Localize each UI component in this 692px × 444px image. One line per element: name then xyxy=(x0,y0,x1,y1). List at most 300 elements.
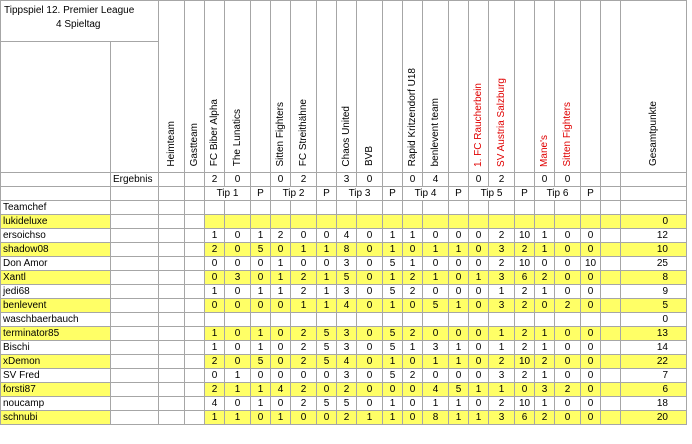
tip-value xyxy=(403,201,423,215)
tip-value: 0 xyxy=(225,229,251,243)
tip-value: 0 xyxy=(291,229,317,243)
tip-value: 0 xyxy=(357,243,383,257)
tip-value: 5 xyxy=(383,285,403,299)
player-name: noucamp xyxy=(1,397,111,411)
ergebnis-away-goals: 2 xyxy=(489,173,515,187)
tip-value: 1 xyxy=(535,369,555,383)
player-gast xyxy=(185,215,205,229)
player-row xyxy=(1,299,687,313)
tip-value: 5 xyxy=(251,243,271,257)
tip-value: 1 xyxy=(535,341,555,355)
tip-value: 1 xyxy=(403,229,423,243)
tip-value: 0 xyxy=(555,257,581,271)
tip-value xyxy=(489,201,515,215)
tip-value: 5 xyxy=(251,355,271,369)
game-1-away-header-label: The Lunatics xyxy=(232,109,243,167)
tip-value: 4 xyxy=(271,383,291,397)
player-heim xyxy=(159,201,185,215)
tip-value: 2 xyxy=(205,355,225,369)
tip-value: 1 xyxy=(251,383,271,397)
player-blank xyxy=(111,313,159,327)
tip-value: 2 xyxy=(515,299,535,313)
p-5-label: P xyxy=(515,187,535,201)
tip-value: 0 xyxy=(251,369,271,383)
player-gast xyxy=(185,299,205,313)
game-5-home-header-wrap xyxy=(469,3,488,171)
player-heim xyxy=(159,369,185,383)
tip-value: 1 xyxy=(317,271,337,285)
tip-value xyxy=(251,215,271,229)
title-divider xyxy=(1,41,159,42)
tip-value xyxy=(535,215,555,229)
tip-value: 1 xyxy=(383,271,403,285)
game-3-home-header-wrap xyxy=(337,3,356,171)
tip-value: 1 xyxy=(251,285,271,299)
tip-value xyxy=(515,201,535,215)
player-spacer xyxy=(601,313,621,327)
tip-value: 0 xyxy=(225,257,251,271)
tip-gast xyxy=(185,187,205,201)
player-blank xyxy=(111,383,159,397)
tip-value: 0 xyxy=(357,369,383,383)
tip-value xyxy=(581,215,601,229)
tip-value: 1 xyxy=(251,327,271,341)
tip-6-label: Tip 6 xyxy=(535,187,581,201)
tip-value: 1 xyxy=(489,383,515,397)
tip-value: 2 xyxy=(515,327,535,341)
tip-value: 2 xyxy=(291,397,317,411)
player-gast xyxy=(185,355,205,369)
tip-value: 0 xyxy=(205,257,225,271)
ergebnis-total xyxy=(621,173,687,187)
player-row xyxy=(1,411,687,425)
game-2-p-header xyxy=(317,1,337,173)
tip-value: 0 xyxy=(555,229,581,243)
tip-value: 1 xyxy=(383,229,403,243)
tip-value: 0 xyxy=(271,243,291,257)
player-gast xyxy=(185,257,205,271)
game-6-away-header xyxy=(555,1,581,173)
ergebnis-spacer xyxy=(601,173,621,187)
tip-value: 3 xyxy=(489,243,515,257)
p-3-label: P xyxy=(383,187,403,201)
game-1-p-header xyxy=(251,1,271,173)
game-6-away-header-label: Sitten Fighters xyxy=(562,102,573,167)
player-total: 20 xyxy=(621,411,687,425)
tip-value xyxy=(337,215,357,229)
tip-value: 1 xyxy=(423,355,449,369)
tip-value xyxy=(225,215,251,229)
game-2-away-header-wrap xyxy=(291,3,316,171)
tip-value: 0 xyxy=(469,397,489,411)
tip-value: 0 xyxy=(555,355,581,369)
player-name: terminator85 xyxy=(1,327,111,341)
game-5-p-header xyxy=(515,1,535,173)
tip-value: 4 xyxy=(423,383,449,397)
heimteam-header-wrap xyxy=(159,3,184,171)
tip-value xyxy=(403,313,423,327)
game-5-home-header-label: 1. FC Raucherbein xyxy=(473,82,484,167)
tip-value: 1 xyxy=(449,299,469,313)
tip-value: 2 xyxy=(403,327,423,341)
tip-value: 0 xyxy=(423,229,449,243)
tip-value: 0 xyxy=(403,243,423,257)
player-blank xyxy=(111,341,159,355)
tip-value: 0 xyxy=(581,341,601,355)
player-heim xyxy=(159,243,185,257)
player-name: jedi68 xyxy=(1,285,111,299)
tip-value: 3 xyxy=(337,369,357,383)
tip-value: 0 xyxy=(271,327,291,341)
tip-value: 2 xyxy=(535,271,555,285)
tip-value: 0 xyxy=(225,397,251,411)
tip-value: 2 xyxy=(555,383,581,397)
player-row xyxy=(1,397,687,411)
ergebnis-label: Ergebnis xyxy=(111,173,159,187)
tip-value: 2 xyxy=(515,243,535,257)
tip-value: 1 xyxy=(225,369,251,383)
player-gast xyxy=(185,243,205,257)
tip-value: 0 xyxy=(469,299,489,313)
tip-value: 1 xyxy=(251,397,271,411)
tip-value: 0 xyxy=(581,243,601,257)
tip-value: 0 xyxy=(383,383,403,397)
gesamtpunkte-header xyxy=(621,1,687,173)
player-total: 6 xyxy=(621,383,687,397)
tip-value: 0 xyxy=(449,285,469,299)
game-4-home-header xyxy=(403,1,423,173)
tip-value: 0 xyxy=(449,257,469,271)
tip-value: 1 xyxy=(317,285,337,299)
spacer-header xyxy=(601,1,621,173)
tip-value: 0 xyxy=(317,411,337,425)
tip-value: 0 xyxy=(357,383,383,397)
tip-value: 1 xyxy=(469,271,489,285)
player-blank xyxy=(111,397,159,411)
tip-value: 0 xyxy=(225,355,251,369)
player-total: 0 xyxy=(621,313,687,327)
tip-value: 0 xyxy=(403,397,423,411)
player-blank xyxy=(111,215,159,229)
player-heim xyxy=(159,341,185,355)
tip-value: 4 xyxy=(337,299,357,313)
tip-value xyxy=(469,215,489,229)
tip-value: 5 xyxy=(383,327,403,341)
tip-value: 1 xyxy=(271,257,291,271)
game-5-away-header xyxy=(489,1,515,173)
tip-value: 2 xyxy=(489,257,515,271)
tip-value: 0 xyxy=(271,397,291,411)
tip-value: 3 xyxy=(337,327,357,341)
player-blank xyxy=(111,411,159,425)
tip-value: 0 xyxy=(403,383,423,397)
player-heim xyxy=(159,397,185,411)
tip-value: 0 xyxy=(317,383,337,397)
gastteam-header xyxy=(185,1,205,173)
tip-value: 1 xyxy=(383,411,403,425)
player-total: 8 xyxy=(621,271,687,285)
tip-value: 0 xyxy=(251,411,271,425)
tip-value: 1 xyxy=(449,355,469,369)
tip-value: 0 xyxy=(449,327,469,341)
tip-value: 2 xyxy=(489,355,515,369)
tip-value xyxy=(449,201,469,215)
player-gast xyxy=(185,397,205,411)
player-total: 9 xyxy=(621,285,687,299)
player-gast xyxy=(185,285,205,299)
player-heim xyxy=(159,383,185,397)
tip-value: 0 xyxy=(535,299,555,313)
tip-value: 5 xyxy=(423,299,449,313)
tip-value: 0 xyxy=(469,243,489,257)
tip-value: 1 xyxy=(271,271,291,285)
tip-value: 0 xyxy=(423,285,449,299)
tip-value: 0 xyxy=(357,355,383,369)
player-row xyxy=(1,215,687,229)
ergebnis-p xyxy=(317,173,337,187)
tip-value: 2 xyxy=(291,327,317,341)
tip-value: 0 xyxy=(205,369,225,383)
player-heim xyxy=(159,313,185,327)
tip-value: 1 xyxy=(271,285,291,299)
tip-value xyxy=(291,201,317,215)
ergebnis-p xyxy=(251,173,271,187)
tip-value: 2 xyxy=(205,383,225,397)
player-spacer xyxy=(601,257,621,271)
player-blank xyxy=(111,271,159,285)
player-row xyxy=(1,285,687,299)
tip-value: 1 xyxy=(489,285,515,299)
tip-value: 2 xyxy=(291,271,317,285)
game-2-home-header xyxy=(271,1,291,173)
game-6-home-header-label: Mane's xyxy=(539,134,550,167)
tip-value xyxy=(423,201,449,215)
tip-value: 5 xyxy=(337,397,357,411)
player-spacer xyxy=(601,271,621,285)
tip-value: 3 xyxy=(337,341,357,355)
game-1-home-header-wrap xyxy=(205,3,224,171)
player-spacer xyxy=(601,215,621,229)
tip-value: 3 xyxy=(423,341,449,355)
player-heim xyxy=(159,327,185,341)
tip-value: 2 xyxy=(535,411,555,425)
tip-value: 2 xyxy=(403,369,423,383)
tip-value: 0 xyxy=(205,271,225,285)
tip-value: 1 xyxy=(403,341,423,355)
tip-spacer xyxy=(601,187,621,201)
tip-value xyxy=(357,201,383,215)
player-blank xyxy=(111,327,159,341)
ergebnis-home-goals: 2 xyxy=(205,173,225,187)
tip-value: 0 xyxy=(469,229,489,243)
player-row xyxy=(1,369,687,383)
tip-value: 1 xyxy=(423,397,449,411)
tip-value xyxy=(205,201,225,215)
tip-value: 0 xyxy=(581,229,601,243)
player-row xyxy=(1,341,687,355)
tip-value xyxy=(271,313,291,327)
tip-value: 10 xyxy=(515,257,535,271)
tip-value: 0 xyxy=(357,299,383,313)
tip-value: 1 xyxy=(383,355,403,369)
ergebnis-away-goals: 4 xyxy=(423,173,449,187)
tip-value: 1 xyxy=(535,327,555,341)
title-line-1: Tippspiel 12. Premier League xyxy=(4,5,135,16)
p-4-label: P xyxy=(449,187,469,201)
player-spacer xyxy=(601,355,621,369)
tip-value: 0 xyxy=(403,355,423,369)
tip-value: 10 xyxy=(581,257,601,271)
tip-value: 0 xyxy=(581,299,601,313)
tip-heim xyxy=(159,187,185,201)
player-name: forsti87 xyxy=(1,383,111,397)
tip-value xyxy=(449,215,469,229)
player-name: ersoichso xyxy=(1,229,111,243)
tip-value: 1 xyxy=(205,229,225,243)
tip-value xyxy=(205,313,225,327)
tip-value: 4 xyxy=(205,397,225,411)
tip-value: 0 xyxy=(291,369,317,383)
tip-value: 2 xyxy=(489,397,515,411)
tip-value: 3 xyxy=(489,369,515,383)
player-heim xyxy=(159,299,185,313)
tip-value xyxy=(515,215,535,229)
game-5-away-header-wrap xyxy=(489,3,514,171)
player-row xyxy=(1,383,687,397)
tip-value: 1 xyxy=(383,299,403,313)
p-2-label: P xyxy=(317,187,337,201)
tip-value: 2 xyxy=(291,341,317,355)
tip-value: 0 xyxy=(515,383,535,397)
tip-value xyxy=(383,215,403,229)
tip-value: 1 xyxy=(205,327,225,341)
player-row xyxy=(1,243,687,257)
tip-value: 0 xyxy=(555,243,581,257)
tip-value: 0 xyxy=(581,355,601,369)
tip-value: 1 xyxy=(317,243,337,257)
player-name: Bischi xyxy=(1,341,111,355)
player-name: schnubi xyxy=(1,411,111,425)
tip-value: 1 xyxy=(225,383,251,397)
ergebnis-away-goals: 2 xyxy=(291,173,317,187)
tip-value xyxy=(317,215,337,229)
tip-value: 5 xyxy=(383,341,403,355)
tip-value: 5 xyxy=(449,383,469,397)
tip-total xyxy=(621,187,687,201)
empty-name xyxy=(1,173,111,187)
tip-4-label: Tip 4 xyxy=(403,187,449,201)
tip-value: 2 xyxy=(403,271,423,285)
tip-value: 2 xyxy=(535,355,555,369)
tip-value: 0 xyxy=(357,285,383,299)
ergebnis-p xyxy=(449,173,469,187)
tip-value: 1 xyxy=(383,397,403,411)
tip-3-label: Tip 3 xyxy=(337,187,383,201)
heimteam-header-label: Heimteam xyxy=(166,120,177,167)
game-6-p-header xyxy=(581,1,601,173)
tip-value xyxy=(251,201,271,215)
player-gast xyxy=(185,271,205,285)
tip-value: 0 xyxy=(271,355,291,369)
title-line-2: 4 Spieltag xyxy=(56,19,101,30)
player-blank xyxy=(111,243,159,257)
game-4-home-header-wrap xyxy=(403,3,422,171)
tip-value xyxy=(383,201,403,215)
tip-value: 0 xyxy=(291,411,317,425)
tip-value xyxy=(271,215,291,229)
tip-value: 0 xyxy=(469,257,489,271)
tip-value xyxy=(449,313,469,327)
tip-value: 1 xyxy=(251,229,271,243)
tip-value xyxy=(271,201,291,215)
tip-value: 2 xyxy=(291,355,317,369)
player-blank xyxy=(111,299,159,313)
p-1-label: P xyxy=(251,187,271,201)
tip-value xyxy=(337,201,357,215)
player-heim xyxy=(159,271,185,285)
player-blank xyxy=(111,201,159,215)
tip-value: 0 xyxy=(271,341,291,355)
tip-value: 0 xyxy=(423,369,449,383)
tip-value: 2 xyxy=(515,285,535,299)
player-gast xyxy=(185,341,205,355)
game-3-home-header xyxy=(337,1,357,173)
tip-value: 1 xyxy=(317,299,337,313)
heimteam-header xyxy=(159,1,185,173)
player-gast xyxy=(185,369,205,383)
tip-value: 1 xyxy=(423,243,449,257)
player-heim xyxy=(159,229,185,243)
tip-value xyxy=(535,201,555,215)
player-row xyxy=(1,327,687,341)
tip-value: 1 xyxy=(489,341,515,355)
player-blank xyxy=(111,285,159,299)
player-name: lukideluxe xyxy=(1,215,111,229)
tip-value xyxy=(317,313,337,327)
tip-value: 5 xyxy=(383,257,403,271)
tip-value: 0 xyxy=(555,285,581,299)
tip-value: 0 xyxy=(469,327,489,341)
tip-value: 0 xyxy=(449,271,469,285)
tip-value: 1 xyxy=(449,411,469,425)
tip-value xyxy=(469,313,489,327)
tip-value: 0 xyxy=(357,341,383,355)
tip-value: 1 xyxy=(535,243,555,257)
tip-value xyxy=(581,201,601,215)
tip-value xyxy=(225,201,251,215)
tip-value: 0 xyxy=(357,229,383,243)
tip-value: 1 xyxy=(449,397,469,411)
tip-value xyxy=(205,215,225,229)
player-total: 22 xyxy=(621,355,687,369)
gesamtpunkte-header-wrap xyxy=(621,3,686,171)
tip-value: 0 xyxy=(555,271,581,285)
ergebnis-heim xyxy=(159,173,185,187)
tip-value: 4 xyxy=(337,229,357,243)
tip-value: 0 xyxy=(423,327,449,341)
game-3-home-header-label: Chaos United xyxy=(341,105,352,167)
tip-value: 0 xyxy=(469,341,489,355)
tip-value: 2 xyxy=(403,285,423,299)
player-total: 5 xyxy=(621,299,687,313)
tip-value: 0 xyxy=(317,369,337,383)
tip-value: 0 xyxy=(291,257,317,271)
player-total: 12 xyxy=(621,229,687,243)
tip-value: 0 xyxy=(403,411,423,425)
player-heim xyxy=(159,285,185,299)
game-3-away-header-label: BVB xyxy=(364,146,375,167)
game-4-away-header-label: benlevent team xyxy=(430,98,441,167)
